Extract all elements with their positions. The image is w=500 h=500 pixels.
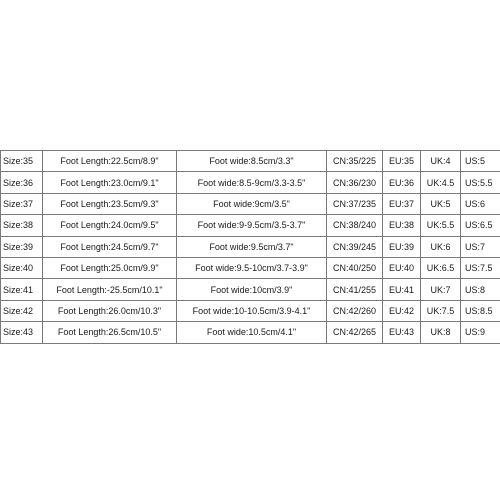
us-size-cell: US:5 [461,151,500,172]
cn-size-cell: CN:39/245 [327,236,383,257]
uk-size-cell: UK:7 [421,279,461,300]
foot-length-cell: Foot Length:23.0cm/9.1" [43,172,177,193]
table-row [1,257,500,278]
cn-size-cell: CN:40/250 [327,257,383,278]
size-chart-table [0,150,500,344]
foot-wide-cell: Foot wide:9.5-10cm/3.7-3.9" [177,257,327,278]
table-row [1,215,500,236]
cn-size-cell: CN:42/260 [327,300,383,321]
us-size-cell: US:7.5 [461,257,500,278]
foot-wide-cell: Foot wide:9-9.5cm/3.5-3.7" [177,215,327,236]
size-cell: Size:37 [1,193,43,214]
eu-size-cell: EU:35 [383,151,421,172]
uk-size-cell: UK:5 [421,193,461,214]
table-row [1,193,500,214]
foot-wide-cell: Foot wide:8.5-9cm/3.3-3.5" [177,172,327,193]
uk-size-cell: UK:6.5 [421,257,461,278]
foot-length-cell: Foot Length:-25.5cm/10.1" [43,279,177,300]
us-size-cell: US:6 [461,193,500,214]
eu-size-cell: EU:39 [383,236,421,257]
foot-length-cell: Foot Length:25.0cm/9.9" [43,257,177,278]
uk-size-cell: UK:8 [421,322,461,343]
table-row [1,172,500,193]
eu-size-cell: EU:36 [383,172,421,193]
table-row [1,279,500,300]
size-cell: Size:38 [1,215,43,236]
size-cell: Size:39 [1,236,43,257]
us-size-cell: US:6.5 [461,215,500,236]
eu-size-cell: EU:40 [383,257,421,278]
uk-size-cell: UK:4.5 [421,172,461,193]
size-cell: Size:42 [1,300,43,321]
eu-size-cell: EU:37 [383,193,421,214]
cn-size-cell: CN:41/255 [327,279,383,300]
foot-wide-cell: Foot wide:10-10.5cm/3.9-4.1" [177,300,327,321]
foot-wide-cell: Foot wide:8.5cm/3.3" [177,151,327,172]
foot-length-cell: Foot Length:24.0cm/9.5" [43,215,177,236]
size-cell: Size:40 [1,257,43,278]
cn-size-cell: CN:37/235 [327,193,383,214]
uk-size-cell: UK:5.5 [421,215,461,236]
table-row [1,322,500,343]
table-row [1,151,500,172]
us-size-cell: US:8.5 [461,300,500,321]
eu-size-cell: EU:38 [383,215,421,236]
foot-length-cell: Foot Length:24.5cm/9.7" [43,236,177,257]
table-row [1,300,500,321]
us-size-cell: US:8 [461,279,500,300]
size-cell: Size:36 [1,172,43,193]
size-cell: Size:35 [1,151,43,172]
cn-size-cell: CN:35/225 [327,151,383,172]
table-row [1,236,500,257]
foot-wide-cell: Foot wide:10cm/3.9" [177,279,327,300]
uk-size-cell: UK:6 [421,236,461,257]
uk-size-cell: UK:4 [421,151,461,172]
cn-size-cell: CN:36/230 [327,172,383,193]
cn-size-cell: CN:38/240 [327,215,383,236]
size-cell: Size:43 [1,322,43,343]
foot-length-cell: Foot Length:26.5cm/10.5" [43,322,177,343]
foot-length-cell: Foot Length:26.0cm/10.3" [43,300,177,321]
size-cell: Size:41 [1,279,43,300]
us-size-cell: US:9 [461,322,500,343]
foot-length-cell: Foot Length:22.5cm/8.9" [43,151,177,172]
eu-size-cell: EU:43 [383,322,421,343]
eu-size-cell: EU:41 [383,279,421,300]
uk-size-cell: UK:7.5 [421,300,461,321]
cn-size-cell: CN:42/265 [327,322,383,343]
us-size-cell: US:5.5 [461,172,500,193]
foot-length-cell: Foot Length:23.5cm/9.3" [43,193,177,214]
foot-wide-cell: Foot wide:9cm/3.5" [177,193,327,214]
us-size-cell: US:7 [461,236,500,257]
foot-wide-cell: Foot wide:10.5cm/4.1" [177,322,327,343]
foot-wide-cell: Foot wide:9.5cm/3.7" [177,236,327,257]
eu-size-cell: EU:42 [383,300,421,321]
